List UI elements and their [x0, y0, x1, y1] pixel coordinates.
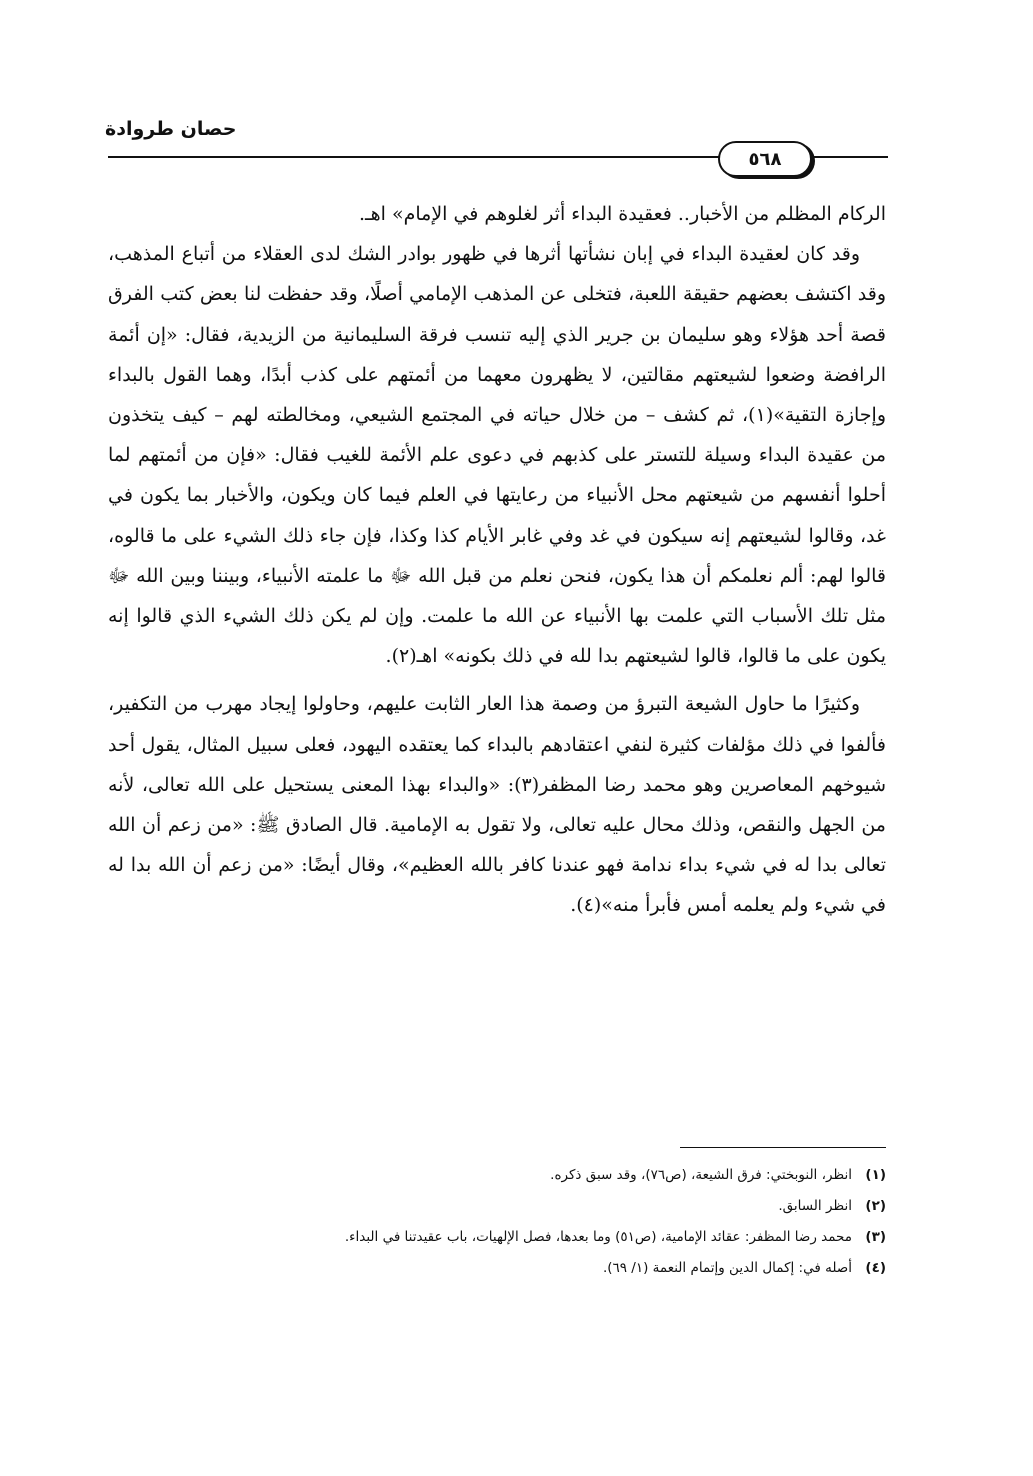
paragraph: الركام المظلم من الأخبار.. فعقيدة البداء أثر لغلوهم في الإمام» اهـ.	[359, 203, 886, 225]
footnote	[108, 1191, 886, 1222]
paragraph: وكثيرًا ما حاول الشيعة التبرؤ من وصمة هذا العار الثابت عليهم، وحاولوا إيجاد مهرب من التكفير، فألفوا في ذلك مؤلفات كثيرة لنفي اعتقادهم بالبداء كما يعتقده اليهود، فعلى سبيل المثال، يقول أحد شيوخهم المعاصرين وهو محمد رضا المظفر(٣): «والبداء بهذا المعنى يستحيل على الله تعالى، لأنه من الجهل والنقص، وذلك محال عليه تعالى، ولا تقول به الإمامية. قال الصادق ﷺ: «من زعم أن الله تعالى بدا له في شيء بداء ندامة فهو عندنا كافر بالله العظيم»، وقال أيضًا: «من زعم أن الله بدا له في شيء ولم يعلمه أمس فأبرأ منه»(٤).	[108, 693, 886, 917]
footnote-text: انظر، النوبختي: فرق الشيعة، (ص٧٦)، وقد سبق ذكره.	[550, 1167, 852, 1183]
footnote	[108, 1253, 886, 1284]
footnote	[108, 1222, 886, 1253]
footnote-text: انظر السابق.	[778, 1198, 852, 1214]
body-text	[108, 194, 886, 926]
book-title: حصان طروادة	[105, 118, 237, 140]
page-number-badge: ٥٦٨	[718, 141, 812, 177]
footnote-number: (١)	[865, 1167, 886, 1183]
footnote-text: محمد رضا المظفر: عقائد الإمامية، (ص٥١) وما بعدها، فصل الإلهيات، باب عقيدتنا في البداء.	[344, 1229, 852, 1245]
footnote-text: أصله في: إكمال الدين وإتمام النعمة (١/ ٦٩).	[602, 1260, 852, 1276]
footnote-number: (٤)	[865, 1260, 886, 1276]
paragraph: وقد كان لعقيدة البداء في إبان نشأتها أثرها في ظهور بوادر الشك لدى العقلاء من أتباع المذهب، وقد اكتشف بعضهم حقيقة اللعبة، فتخلى عن المذهب الإمامي أصلًا، وقد حفظت لنا بعض كتب الفرق قصة أحد هؤلاء وهو سليمان بن جرير الذي إليه تنسب فرقة السليمانية من الزيدية، فقال: «إن أئمة الرافضة وضعوا لشيعتهم مقالتين، لا يظهرون معهما من أئمتهم على كذب أبدًا، وهما القول بالبداء وإجازة التقية»(١)، ثم كشف – من خلال حياته في المجتمع الشيعي، ومخالطته لهم – كيف يتخذون من عقيدة البداء وسيلة للتستر على كذبهم في دعوى علم الأئمة للغيب فقال: «فإن من أئمتهم لما أحلوا أنفسهم من شيعتهم محل الأنبياء من رعايتها في العلم فيما كان ويكون، والأخبار بما يكون في غد، وقالوا لشيعتهم إنه سيكون في غد وفي غابر الأيام كذا وكذا، فإن جاء ذلك الشيء على ما قالوه، قالوا لهم: ألم نعلمكم أن هذا يكون، فنحن نعلم من قبل الله ﷻ ما علمته الأنبياء، وبيننا وبين الله ﷻ مثل تلك الأسباب التي علمت بها الأنبياء عن الله ما علمت. وإن لم يكن ذلك الشيء الذي قالوا إنه يكون على ما قالوا، قالوا لشيعتهم بدا لله في ذلك بكونه» اهـ(٢).	[108, 243, 886, 668]
footnotes	[108, 1160, 886, 1284]
footnote-rule	[680, 1147, 886, 1148]
footnote-number: (٣)	[865, 1229, 886, 1245]
footnote-number: (٢)	[865, 1198, 886, 1214]
footnote	[108, 1160, 886, 1191]
